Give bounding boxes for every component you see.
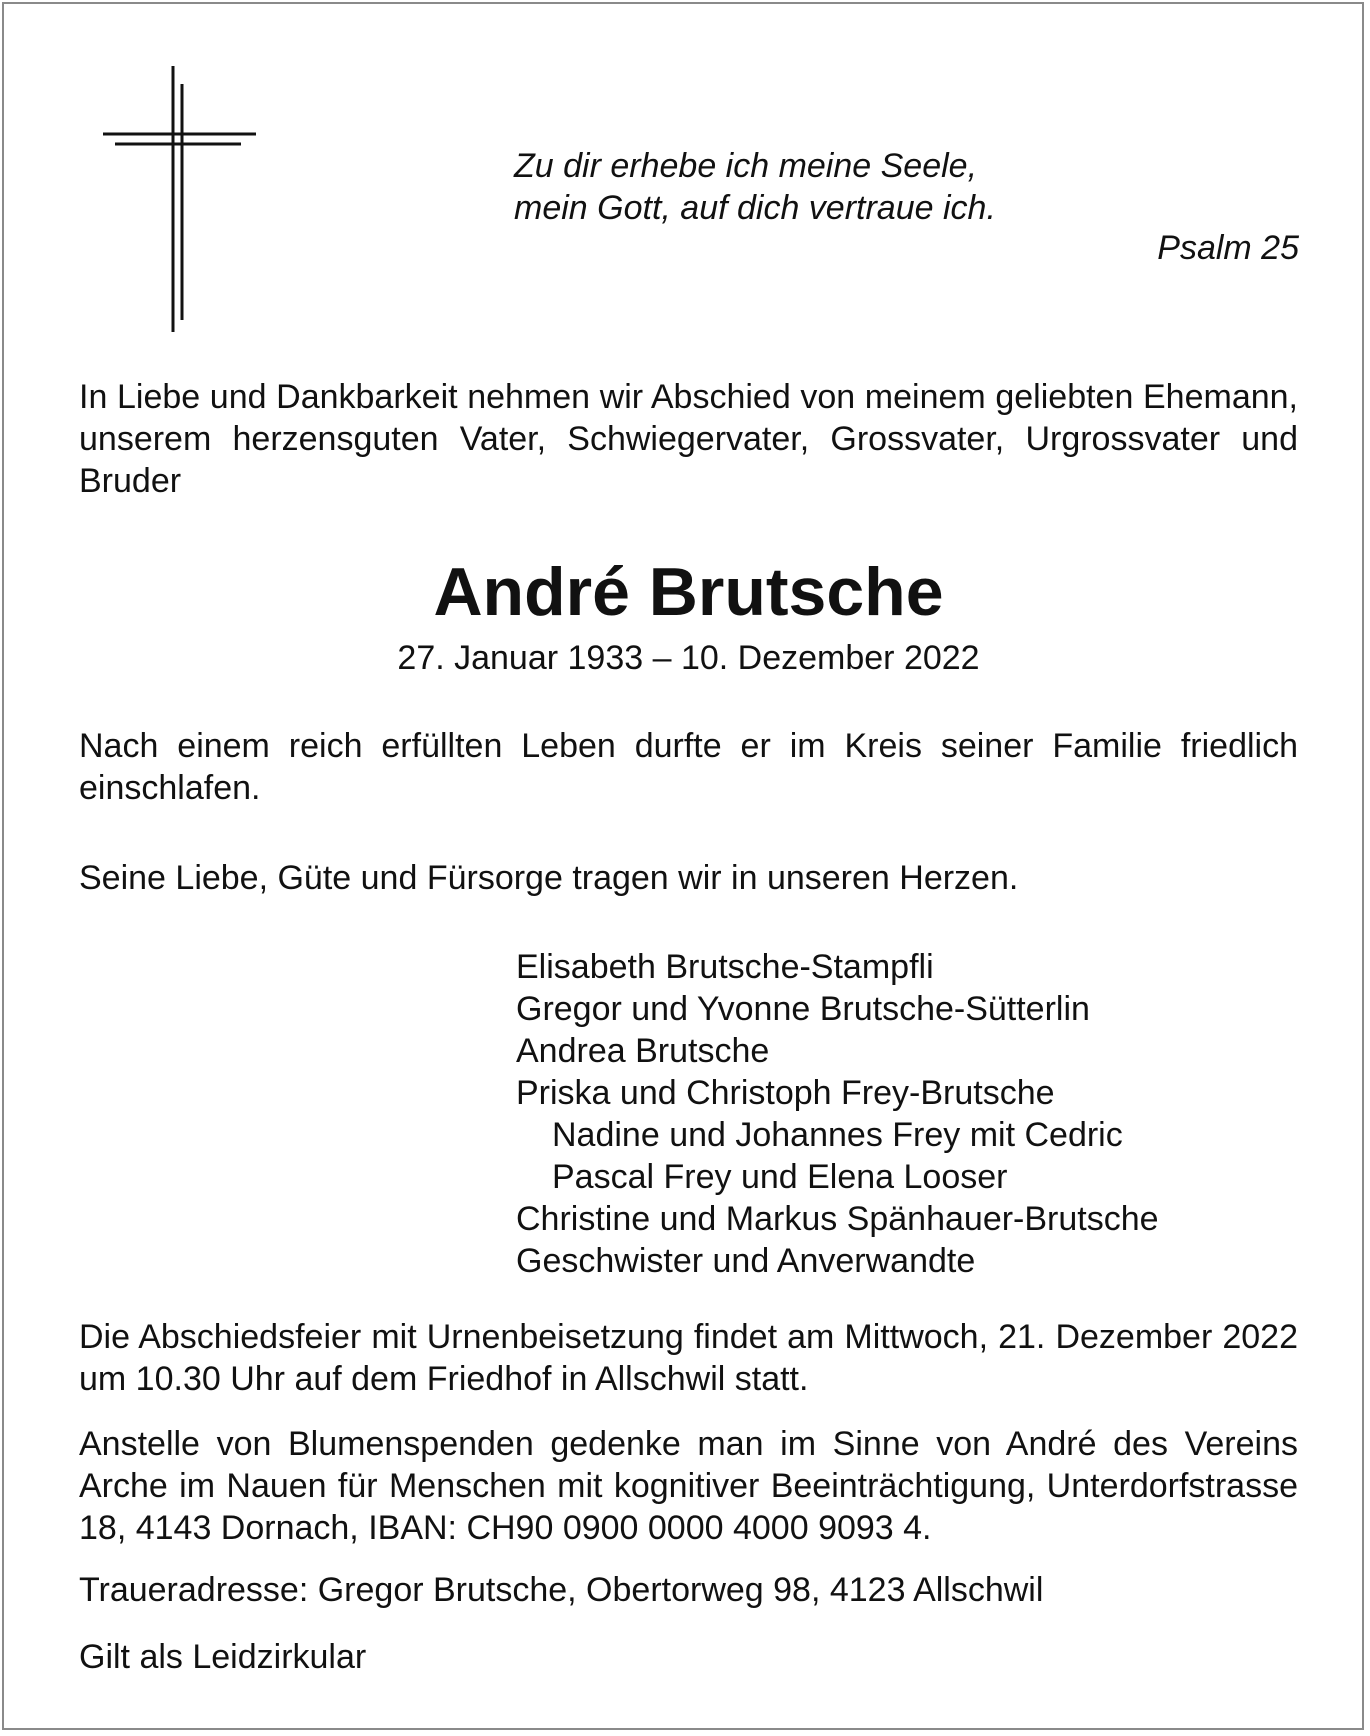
mourner-item: Gregor und Yvonne Brutsche-Sütterlin [516, 990, 1090, 1028]
psalm-line-2: mein Gott, auf dich vertraue ich. [514, 189, 996, 227]
psalm-reference: Psalm 25 [1157, 229, 1299, 267]
ceremony-paragraph: Die Abschiedsfeier mit Urnenbeisetzung findet am Mittwoch, 21. Dezember 2022 um 10.30 Uhr auf dem Friedhof in Allschwil statt. [79, 1318, 1298, 1398]
life-paragraph: Nach einem reich erfüllten Leben durfte er im Kreis seiner Familie friedlich einschlafen. [79, 727, 1298, 807]
mourner-item: Geschwister und Anverwandte [516, 1242, 976, 1280]
mourner-item: Pascal Frey und Elena Looser [552, 1158, 1008, 1196]
mourner-item: Priska und Christoph Frey-Brutsche [516, 1074, 1055, 1112]
mourner-item: Elisabeth Brutsche-Stampfli [516, 948, 934, 986]
mourning-address: Traueradresse: Gregor Brutsche, Obertorweg 98, 4123 Allschwil [79, 1571, 1044, 1609]
psalm-quote [514, 145, 1299, 269]
memory-paragraph: Seine Liebe, Güte und Fürsorge tragen wir in unseren Herzen. [79, 859, 1019, 897]
notice-frame [2, 2, 1364, 1730]
circular-note: Gilt als Leidzirkular [79, 1638, 367, 1676]
psalm-line-1: Zu dir erhebe ich meine Seele, [514, 147, 978, 185]
intro-paragraph: In Liebe und Dankbarkeit nehmen wir Abschied von meinem geliebten Ehemann, unserem herzensguten Vater, Schwiegervater, Grossvater, Urgrossvater und Bruder [79, 378, 1298, 500]
mourner-item: Andrea Brutsche [516, 1032, 770, 1070]
deceased-name: André Brutsche [433, 554, 944, 630]
mourners-list [516, 946, 1159, 1282]
donations-paragraph: Anstelle von Blumenspenden gedenke man im Sinne von André des Vereins Arche im Nauen für Menschen mit kognitiver Beeinträchtigung, Unterdorfstrasse 18, 4143 Dornach, IBAN: CH90 0900 0000 4000 9093 4. [79, 1425, 1298, 1547]
mourner-item: Christine und Markus Spänhauer-Brutsche [516, 1200, 1159, 1238]
life-dates: 27. Januar 1933 – 10. Dezember 2022 [397, 639, 980, 677]
cross-icon [103, 66, 258, 336]
mourner-item: Nadine und Johannes Frey mit Cedric [552, 1116, 1123, 1154]
